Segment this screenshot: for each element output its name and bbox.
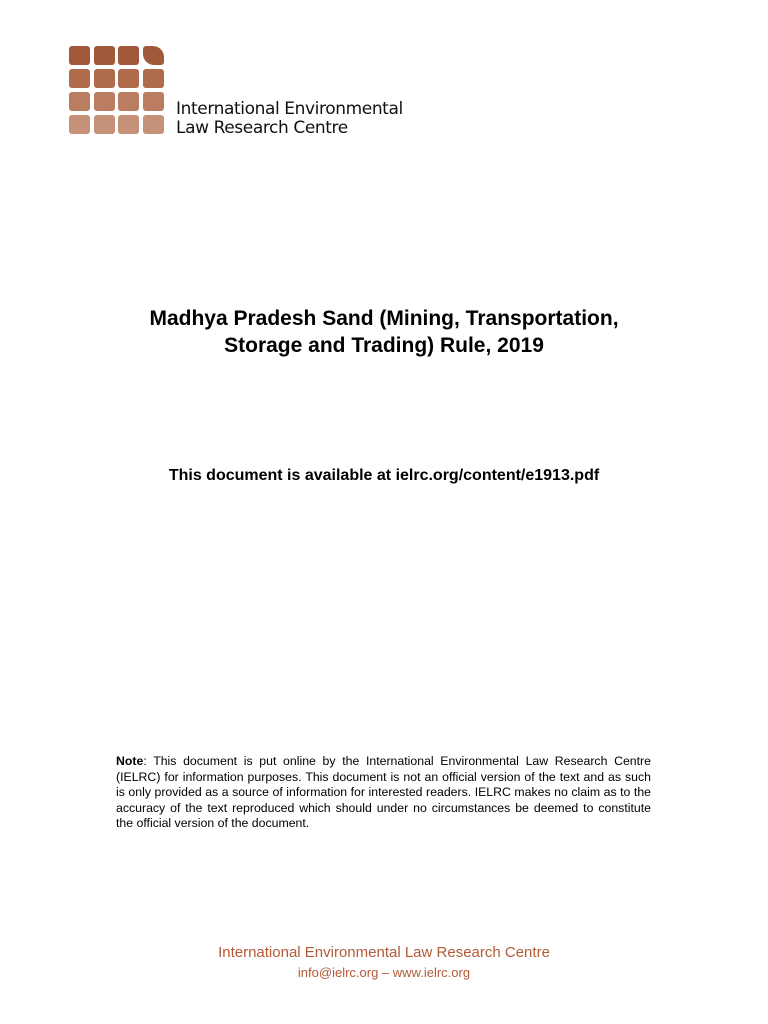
title-line2: Storage and Trading) Rule, 2019 xyxy=(224,334,544,357)
logo-tile xyxy=(118,92,139,111)
logo-tile xyxy=(118,115,139,134)
logo-tile xyxy=(143,46,164,65)
logo-tile-grid xyxy=(69,46,165,136)
logo-tile xyxy=(118,69,139,88)
availability-notice: This document is available at ielrc.org/content/e1913.pdf xyxy=(168,467,600,484)
logo-text-line2: Law Research Centre xyxy=(176,118,348,138)
logo-tile xyxy=(118,46,139,65)
logo-tile xyxy=(69,92,90,111)
logo-tile xyxy=(94,69,115,88)
disclaimer-note xyxy=(116,754,651,832)
logo-tile xyxy=(69,69,90,88)
footer-org: International Environmental Law Research Centre xyxy=(218,944,550,961)
footer-contact: info@ielrc.org – www.ielrc.org xyxy=(297,965,471,980)
document-title xyxy=(0,305,768,359)
logo-tile xyxy=(94,46,115,65)
logo-tile xyxy=(94,115,115,134)
logo-tile xyxy=(69,115,90,134)
logo-text-line1: International Environmental xyxy=(176,99,403,119)
title-line1: Madhya Pradesh Sand (Mining, Transportation, xyxy=(149,307,619,330)
note-text: : This document is put online by the International Environmental Law Research Centre (IELRC) for information purposes. This document is not an official version of the text and as such is only provided as a source of information for interested readers. IELRC makes no claim as to the accuracy of the text reproduced which should under no circumstances be deemed to constitute the official version of the document. xyxy=(116,754,651,831)
logo-tile xyxy=(143,115,164,134)
logo-tile xyxy=(69,46,90,65)
note-label: Note xyxy=(116,754,144,768)
footer xyxy=(0,943,768,983)
logo-tile xyxy=(143,92,164,111)
logo-wordmark xyxy=(176,100,403,138)
ielrc-logo xyxy=(69,46,419,141)
logo-tile xyxy=(143,69,164,88)
logo-tile xyxy=(94,92,115,111)
